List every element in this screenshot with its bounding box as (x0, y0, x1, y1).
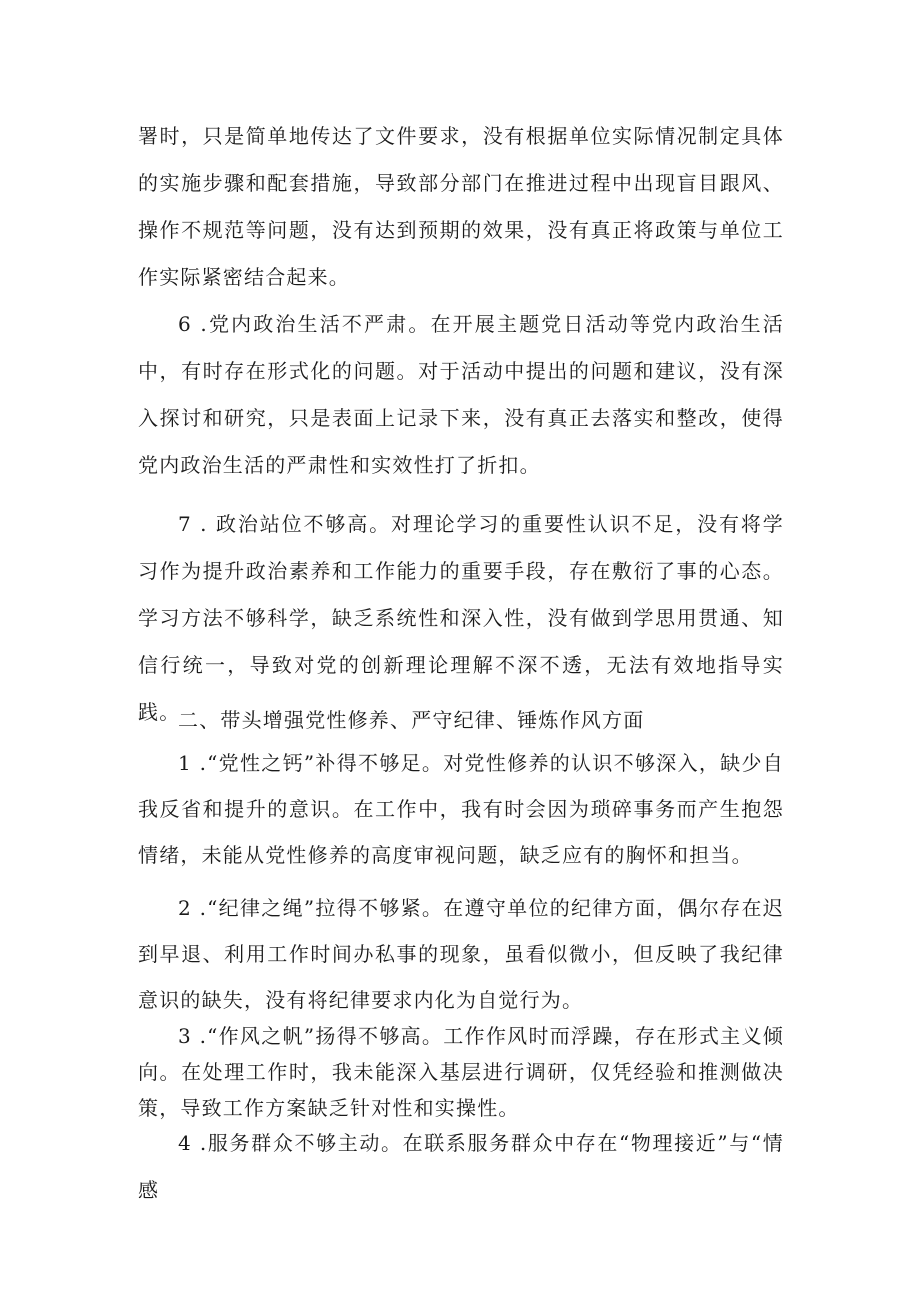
paragraph-item-7: 7 . 政治站位不够高。对理论学习的重要性认识不足，没有将学习作为提升政治素养和工作能力的重要手段，存在敷衍了事的心态。学习方法不够科学，缺乏系统性和深入性，没有做到学思用贯通、知信行统一，导致对党的创新理论理解不深不透，无法有效地指导实践。 (138, 512, 784, 724)
section-heading: 二、带头增强党性修养、严守纪律、锤炼作风方面 (178, 708, 645, 732)
paragraph-item-3: 3 .“作风之帆”扬得不够高。工作作风时而浮躁，存在形式主义倾向。在处理工作时，我未能深入基层进行调研，仅凭经验和推测做决策，导致工作方案缺乏针对性和实操性。 (138, 1024, 784, 1120)
paragraph-item-2: 2 .“纪律之绳”拉得不够紧。在遵守单位的纪律方面，偶尔存在迟到早退、利用工作时间办私事的现象，虽看似微小，但反映了我纪律意识的缺失，没有将纪律要求内化为自觉行为。 (138, 896, 784, 1012)
paragraph-continuation: 署时，只是简单地传达了文件要求，没有根据单位实际情况制定具体的实施步骤和配套措施，导致部分部门在推进过程中出现盲目跟风、操作不规范等问题，没有达到预期的效果，没有真正将政策与单位工作实际紧密结合起来。 (138, 124, 784, 289)
paragraph-item-1: 1 .“党性之钙”补得不够足。对党性修养的认识不够深入，缺少自我反省和提升的意识。在工作中，我有时会因为琐碎事务而产生抱怨情绪，未能从党性修养的高度审视问题，缺乏应有的胸怀和担当。 (138, 751, 784, 867)
paragraph-item-4: 4 .服务群众不够主动。在联系服务群众中存在“物理接近”与“情感 (138, 1131, 784, 1202)
paragraph-item-6: 6 .党内政治生活不严肃。在开展主题党日活动等党内政治生活中，有时存在形式化的问题。对于活动中提出的问题和建议，没有深入探讨和研究，只是表面上记录下来，没有真正去落实和整改，使得党内政治生活的严肃性和实效性打了折扣。 (138, 312, 784, 477)
